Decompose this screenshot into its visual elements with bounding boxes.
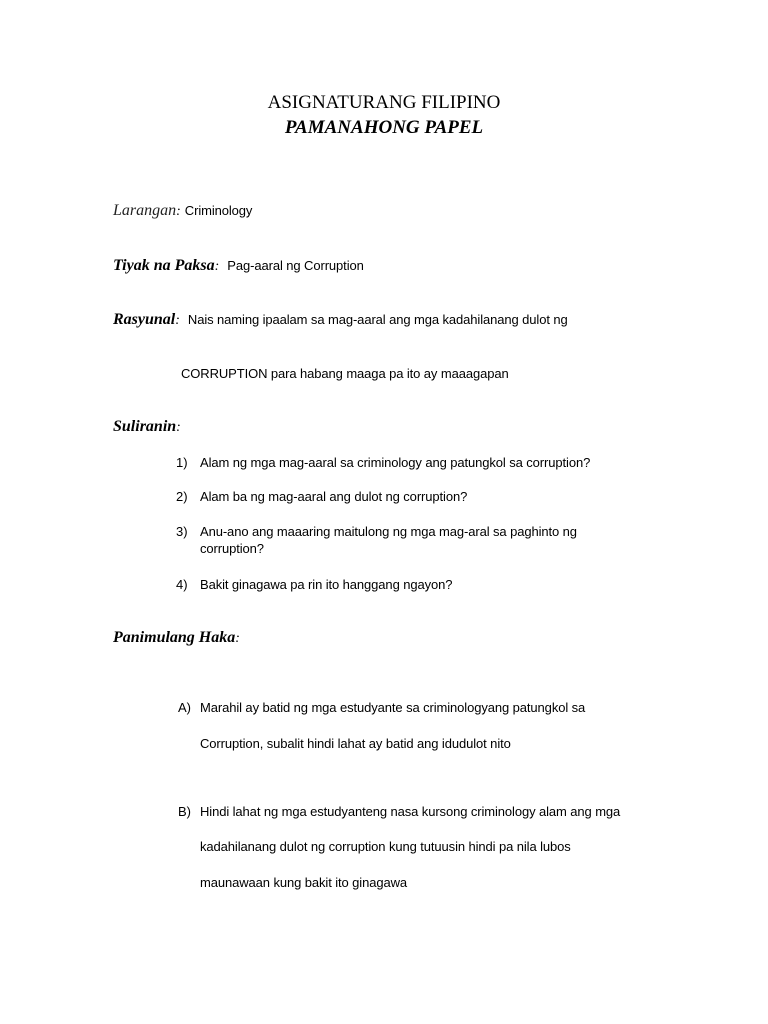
paksa-value: Pag-aaral ng Corruption [227,258,364,273]
document-type-title: PAMANAHONG PAPEL [284,117,484,138]
rasyunal-text-line-1: Nais naming ipaalam sa mag-aaral ang mga kadahilanang dulot ng [187,312,568,327]
haka-item-letter: B) [178,804,191,819]
paksa-row [113,257,364,275]
suliranin-item-text: Alam ba ng mag-aaral ang dulot ng corruption? [200,489,468,504]
paksa-colon: : [214,259,220,274]
suliranin-label: Suliranin [113,418,177,435]
haka-item-letter: A) [178,700,191,715]
larangan-label: Larangan [113,202,177,219]
rasyunal-colon: : [175,313,180,328]
paksa-label: Tiyak na Paksa [113,257,215,274]
suliranin-item-number: 1) [176,455,188,470]
larangan-value: Criminology [184,203,253,218]
rasyunal-text-line-2: CORRUPTION para habang maaga pa ito ay maaagapan [181,366,509,381]
haka-colon: : [235,631,240,646]
haka-item-text: Hindi lahat ng mga estudyanteng nasa kursong criminology alam ang mga [200,804,621,819]
haka-item-text: Marahil ay batid ng mga estudyante sa criminologyang patungkol sa [200,700,586,715]
suliranin-item-text: Alam ng mga mag-aaral sa criminology ang patungkol sa corruption? [200,455,591,470]
document-subject: ASIGNATURANG FILIPINO [267,92,501,113]
haka-heading [113,629,240,647]
haka-item-text-continued: maunawaan kung bakit ito ginagawa [200,875,408,890]
rasyunal-label: Rasyunal [113,311,176,328]
larangan-row [113,202,252,220]
haka-label: Panimulang Haka [113,629,236,646]
suliranin-item-number: 2) [176,489,188,504]
suliranin-heading [113,418,181,436]
larangan-colon: : [176,204,181,219]
rasyunal-row [113,311,568,329]
haka-item-text-continued: kadahilanang dulot ng corruption kung tutuusin hindi pa nila lubos [200,839,571,854]
suliranin-item-text: Bakit ginagawa pa rin ito hanggang ngayon? [200,577,453,592]
suliranin-colon: : [176,420,181,435]
suliranin-item-text-continued: corruption? [200,541,264,556]
suliranin-item-number: 3) [176,524,188,539]
haka-item-text-continued: Corruption, subalit hindi lahat ay batid ang idudulot nito [200,736,511,751]
suliranin-item-number: 4) [176,577,188,592]
suliranin-item-text: Anu-ano ang maaaring maitulong ng mga mag-aral sa paghinto ng [200,524,577,539]
